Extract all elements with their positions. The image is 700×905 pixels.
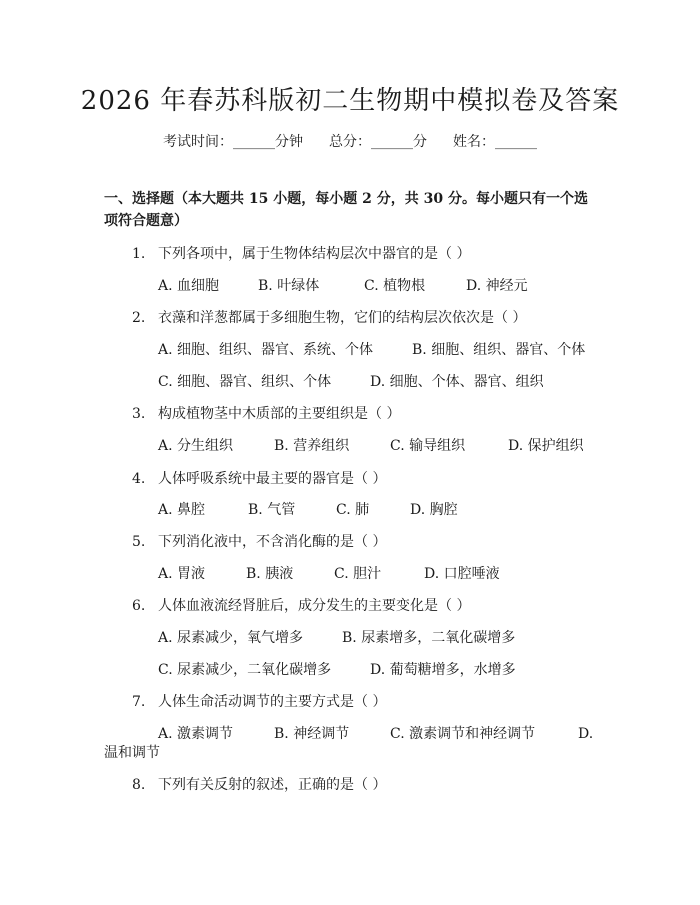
option-d: D. 神经元 [466, 278, 528, 294]
question-5 [132, 532, 386, 552]
exam-time-field: 考试时间：______分钟 [163, 134, 303, 150]
question-6 [132, 596, 470, 616]
question-number: 7. [132, 694, 146, 710]
option-a: A. 激素调节 [158, 726, 234, 742]
option-c: C. 激素调节和神经调节 [390, 726, 536, 742]
option-b: B. 叶绿体 [258, 278, 320, 294]
option-d: D. 口腔唾液 [424, 566, 500, 582]
question-stem: 下列各项中，属于生物体结构层次中器官的是（ ） [158, 246, 471, 262]
question-stem: 下列有关反射的叙述，正确的是（ ） [158, 777, 387, 793]
option-b: B. 胰液 [246, 566, 294, 582]
option-b: B. 尿素增多，二氧化碳增多 [342, 630, 516, 646]
question-stem: 人体生命活动调节的主要方式是（ ） [158, 694, 387, 710]
option-d: D. 葡萄糖增多，水增多 [370, 662, 516, 678]
question-number: 1. [132, 246, 146, 262]
question-3 [132, 404, 400, 424]
section-heading: 一、选择题（本大题共 15 小题，每小题 2 分，共 30 分。每小题只有一个选项符合题意） [104, 191, 588, 229]
option-a: A. 血细胞 [158, 278, 220, 294]
question-number: 3. [132, 406, 146, 422]
option-c: C. 细胞、器官、组织、个体 [158, 374, 332, 390]
option-b: B. 营养组织 [274, 438, 350, 454]
option-a: A. 胃液 [158, 566, 206, 582]
option-b: B. 神经调节 [274, 726, 350, 742]
question-2 [132, 308, 526, 328]
student-name-field: 姓名：______ [453, 134, 537, 150]
option-a: A. 鼻腔 [158, 502, 206, 518]
question-stem: 人体血液流经肾脏后，成分发生的主要变化是（ ） [158, 598, 471, 614]
total-score-field: 总分：______分 [329, 134, 427, 150]
question-8 [132, 775, 386, 795]
question-number: 2. [132, 310, 146, 326]
option-c: C. 输导组织 [390, 438, 466, 454]
option-b: B. 细胞、组织、器官、个体 [412, 342, 586, 358]
question-number: 5. [132, 534, 146, 550]
option-a: A. 细胞、组织、器官、系统、个体 [158, 342, 374, 358]
question-number: 8. [132, 777, 146, 793]
option-d: D. 保护组织 [508, 438, 584, 454]
question-number: 6. [132, 598, 146, 614]
option-d: D. 胸腔 [410, 502, 458, 518]
question-stem: 人体呼吸系统中最主要的器官是（ ） [158, 471, 387, 487]
option-a: A. 分生组织 [158, 438, 234, 454]
exam-title: 2026 年春苏科版初二生物期中模拟卷及答案 [80, 86, 620, 116]
option-b: B. 气管 [248, 502, 296, 518]
option-a: A. 尿素减少，氧气增多 [158, 630, 304, 646]
question-stem: 衣藻和洋葱都属于多细胞生物，它们的结构层次依次是（ ） [158, 310, 527, 326]
option-c: C. 肺 [336, 502, 370, 518]
option-c: C. 植物根 [364, 278, 426, 294]
question-7 [132, 692, 386, 712]
question-1 [132, 244, 470, 264]
question-4 [132, 469, 386, 489]
option-d: D. [578, 726, 594, 742]
option-c: C. 胆汁 [334, 566, 382, 582]
question-stem: 构成植物茎中木质部的主要组织是（ ） [158, 406, 401, 422]
question-stem: 下列消化液中，不含消化酶的是（ ） [158, 534, 387, 550]
question-7-option-d-continuation: 温和调节 [104, 745, 160, 761]
option-c: C. 尿素减少，二氧化碳增多 [158, 662, 332, 678]
question-number: 4. [132, 471, 146, 487]
exam-info-line [0, 131, 700, 151]
option-d: D. 细胞、个体、器官、组织 [370, 374, 544, 390]
